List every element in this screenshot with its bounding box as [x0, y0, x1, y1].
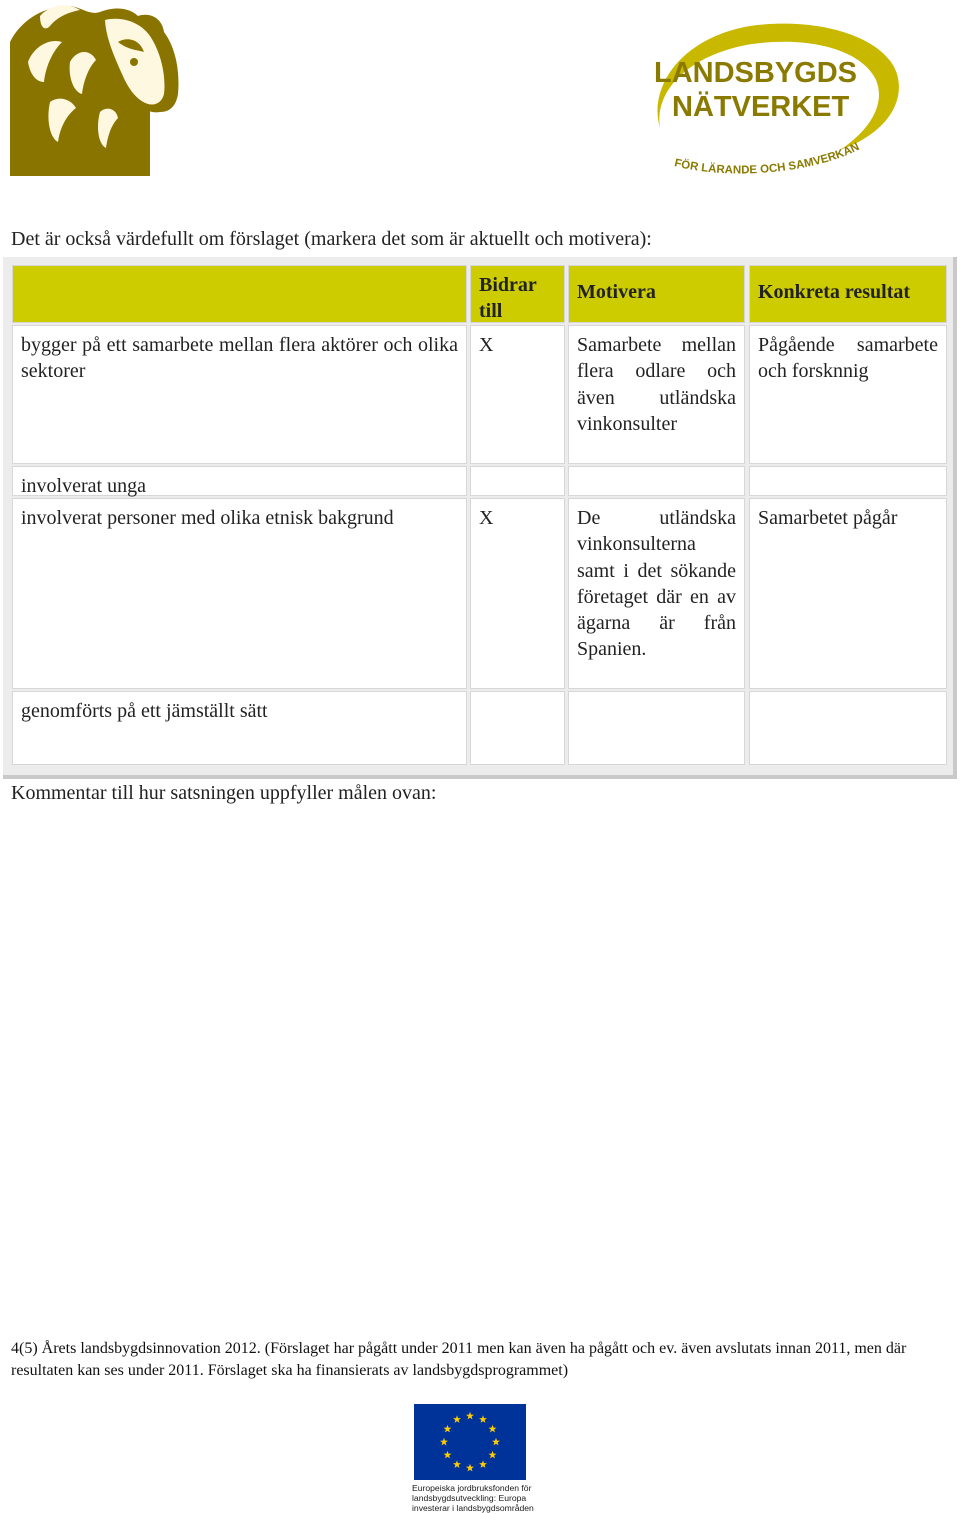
brand-tagline: FÖR LÄRANDE OCH SAMVERKAN	[673, 140, 862, 177]
brand-line1: LANDSBYGDS	[654, 57, 858, 89]
row4-criterion: genomförts på ett jämställt sätt	[12, 691, 467, 765]
landsbygdsnatverket-logo	[640, 18, 902, 180]
row2-criterion: involverat unga	[12, 466, 467, 496]
row1-criterion: bygger på ett samarbete mellan flera aktörer och olika sektorer	[12, 325, 467, 464]
brand-line2: NÄTVERKET	[672, 91, 850, 123]
header-results: Konkreta resultat	[749, 265, 947, 323]
row2-results	[749, 466, 947, 496]
row1-results: Pågående samarbete och forsknnig	[749, 325, 947, 464]
row2-contributes	[470, 466, 565, 496]
eu-caption-line1: Europeiska jordbruksfonden för	[412, 1483, 532, 1493]
header-contributes: Bidrar till	[470, 265, 565, 323]
criteria-table	[3, 257, 957, 779]
row3-results: Samarbetet pågår	[749, 498, 947, 689]
row3-contributes: X	[470, 498, 565, 689]
row1-contributes: X	[470, 325, 565, 464]
eu-fund-caption	[412, 1483, 542, 1513]
footer-note: 4(5) Årets landsbygdsinnovation 2012. (Förslaget har pågått under 2011 men kan även ha pågått och ev. även avslutats innan 2011, men där resultaten kan ses under 2011. Förslaget ska ha finansierats av landsbygdsprogrammet)	[11, 1340, 907, 1379]
row3-criterion: involverat personer med olika etnisk bakgrund	[12, 498, 467, 689]
goat-head-logo	[10, 2, 180, 176]
intro-text: Det är också värdefullt om förslaget (markera det som är aktuellt och motivera):	[11, 228, 652, 250]
eu-flag-icon	[414, 1404, 526, 1480]
row4-contributes	[470, 691, 565, 765]
row4-results	[749, 691, 947, 765]
row1-motivate: Samarbete mellan flera odlare och även utländska vinkonsulter	[568, 325, 745, 464]
eu-caption-line3: investerar i landsbygdsområden	[412, 1503, 534, 1513]
header-motivate: Motivera	[568, 265, 745, 323]
row3-motivate: De utländska vinkonsulterna samt i det sökande företaget där en av ägarna är från Spanien.	[568, 498, 745, 689]
header-criterion	[12, 265, 467, 323]
row4-motivate	[568, 691, 745, 765]
row2-motivate	[568, 466, 745, 496]
comment-label: Kommentar till hur satsningen uppfyller målen ovan:	[11, 782, 437, 804]
eu-caption-line2: landsbygdsutveckling: Europa	[412, 1493, 527, 1503]
